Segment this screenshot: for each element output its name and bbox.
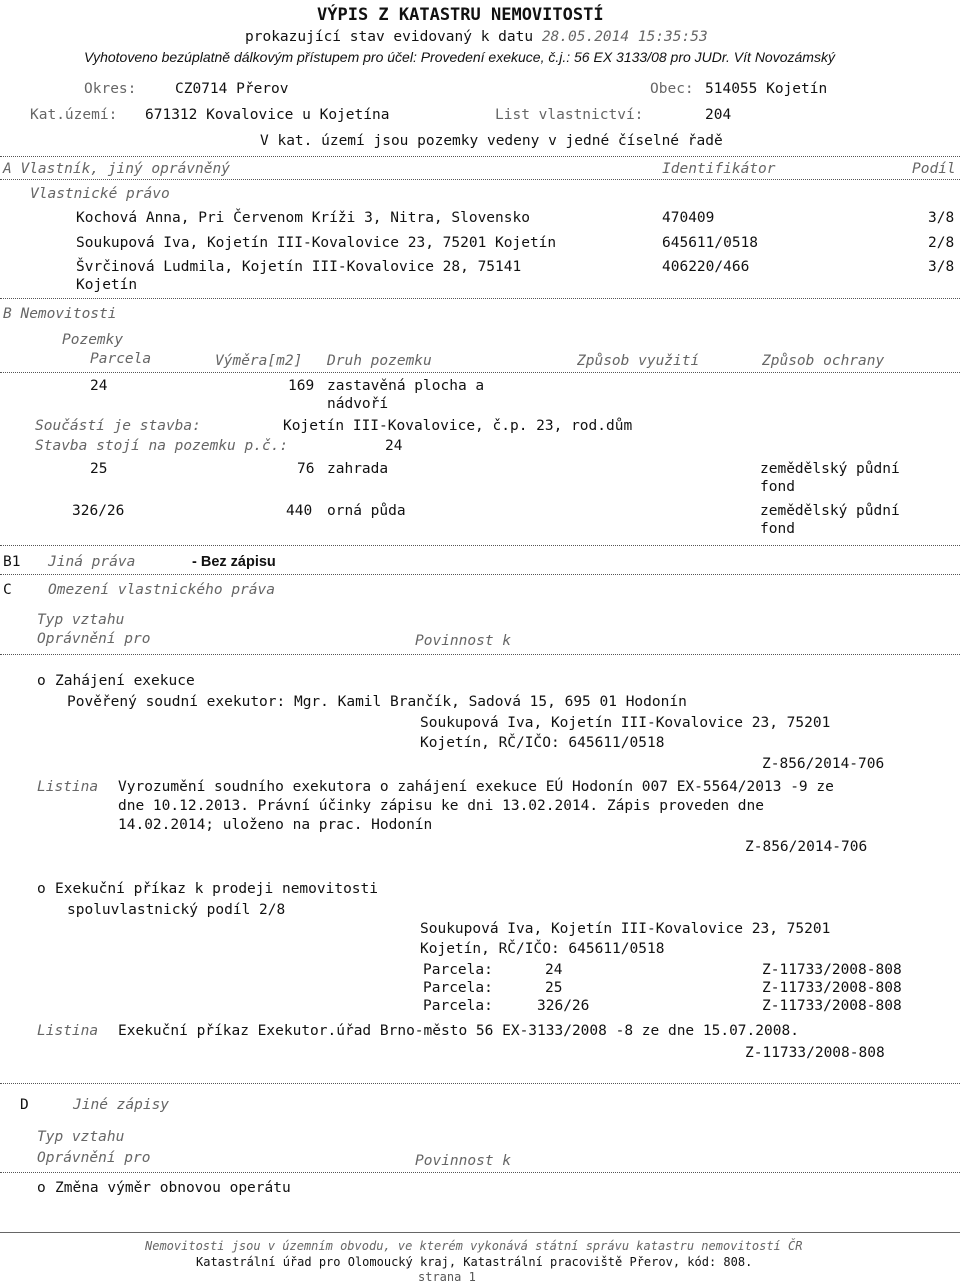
parcel-protection-cont: fond: [760, 479, 795, 495]
owner-name: Švrčinová Ludmila, Kojetín III-Kovalovice 28, 75141: [76, 259, 522, 275]
entry-title-cont: spoluvlastnický podíl 2/8: [67, 902, 286, 918]
divider: [0, 298, 960, 299]
entry-line: Pověřený soudní exekutor: Mgr. Kamil Brančík, Sadová 15, 695 01 Hodonín: [67, 694, 687, 710]
listina-line: dne 10.12.2013. Právní účinky zápisu ke dni 13.02.2014. Zápis proveden dne: [118, 798, 765, 814]
parcel-ref: Z-11733/2008-808: [762, 962, 902, 978]
section-c-heading: Omezení vlastnického práva: [48, 582, 275, 598]
bullet: o: [37, 881, 46, 897]
col-opravneni: Oprávnění pro: [37, 631, 151, 647]
parcel-ref: Z-11733/2008-808: [762, 998, 902, 1014]
owner-id: 470409: [662, 210, 715, 226]
listina-ref: Z-856/2014-706: [745, 839, 868, 855]
col-vymera: Výměra[m2]: [215, 353, 303, 369]
parcel-label: Parcela:: [423, 980, 493, 996]
owner-share: 3/8: [928, 259, 955, 275]
section-b1-code: B1: [3, 554, 21, 570]
bullet: o: [37, 1180, 46, 1196]
col-povinnost: Povinnost k: [415, 1153, 512, 1169]
divider: [0, 545, 960, 546]
section-c-code: C: [3, 582, 12, 598]
parcel-protection: zemědělský půdní: [760, 503, 900, 519]
col-parcela: Parcela: [90, 351, 152, 367]
col-typ-vztahu: Typ vztahu: [37, 612, 125, 628]
divider: [0, 574, 960, 575]
entry-ref: Z-856/2014-706: [762, 756, 885, 772]
section-a-heading: A Vlastník, jiný oprávněný: [3, 161, 230, 177]
entry-line: Kojetín, RČ/IČO: 645611/0518: [420, 941, 665, 957]
parcel-type: zastavěná plocha a: [327, 378, 485, 394]
soucasti-value: Kojetín III-Kovalovice, č.p. 23, rod.dům: [283, 418, 633, 434]
entry-title: Exekuční příkaz k prodeji nemovitosti: [55, 881, 379, 897]
divider: [0, 372, 960, 373]
owner-id: 645611/0518: [662, 235, 759, 251]
divider: [0, 1172, 960, 1173]
okres-value: CZ0714 Přerov: [175, 81, 289, 97]
header-note: V kat. území jsou pozemky vedeny v jedné číselné řadě: [260, 133, 723, 149]
footer-divider: [0, 1232, 960, 1233]
parcel-number: 24: [90, 378, 108, 394]
listina-line: Exekuční příkaz Exekutor.úřad Brno-město 56 EX-3133/2008 -8 ze dne 15.07.2008.: [118, 1023, 799, 1039]
subtitle-prefix: prokazující stav evidovaný k datu: [245, 29, 534, 45]
page-number: strana 1: [418, 1270, 476, 1284]
parcel-value: 326/26: [537, 998, 590, 1014]
parcel-type: zahrada: [327, 461, 389, 477]
col-druh: Druh pozemku: [327, 353, 432, 369]
col-identifikator: Identifikátor: [662, 161, 776, 177]
footer-line: Katastrální úřad pro Olomoucký kraj, Katastrální pracoviště Přerov, kód: 808.: [196, 1255, 753, 1269]
entry-line: Kojetín, RČ/IČO: 645611/0518: [420, 735, 665, 751]
section-d-heading: Jiné zápisy: [73, 1097, 170, 1113]
lv-label: List vlastnictví:: [495, 107, 644, 123]
entry-line: Soukupová Iva, Kojetín III-Kovalovice 23, 75201: [420, 715, 831, 731]
parcel-number: 326/26: [72, 503, 125, 519]
parcel-area: 76: [297, 461, 315, 477]
issued-line: Vyhotoveno bezúplatně dálkovým přístupem pro účel: Provedení exekuce, č.j.: 56 EX 3133/08 pro JUDr. Vít Novozámský: [84, 49, 835, 65]
owner-name: Soukupová Iva, Kojetín III-Kovalovice 23, 75201 Kojetín: [76, 235, 557, 251]
divider: [0, 179, 960, 180]
entry-title: Zahájení exekuce: [55, 673, 195, 689]
katuzemi-value: 671312 Kovalovice u Kojetína: [145, 107, 390, 123]
subtitle-date: 28.05.2014 15:35:53: [541, 29, 708, 45]
col-opravneni: Oprávnění pro: [37, 1150, 151, 1166]
divider: [0, 654, 960, 655]
soucasti-label: Součástí je stavba:: [35, 418, 201, 434]
pozemky-heading: Pozemky: [62, 332, 124, 348]
parcel-protection-cont: fond: [760, 521, 795, 537]
col-povinnost: Povinnost k: [415, 633, 512, 649]
owner-share: 2/8: [928, 235, 955, 251]
col-typ-vztahu: Typ vztahu: [37, 1129, 125, 1145]
section-b1-value: - Bez zápisu: [192, 554, 276, 570]
parcel-value: 24: [545, 962, 563, 978]
listina-ref: Z-11733/2008-808: [745, 1045, 885, 1061]
section-b-heading: B Nemovitosti: [3, 306, 117, 322]
parcel-label: Parcela:: [423, 962, 493, 978]
listina-label: Listina: [37, 779, 99, 795]
obec-label: Obec:: [650, 81, 694, 97]
parcel-value: 25: [545, 980, 563, 996]
parcel-protection: zemědělský půdní: [760, 461, 900, 477]
document-title: VÝPIS Z KATASTRU NEMOVITOSTÍ: [317, 5, 604, 25]
stavba-label: Stavba stojí na pozemku p.č.:: [35, 438, 289, 454]
parcel-type: orná půda: [327, 503, 406, 519]
stavba-value: 24: [385, 438, 403, 454]
owner-name: Kochová Anna, Pri Červenom Kríži 3, Nitra, Slovensko: [76, 210, 530, 226]
divider: [0, 1083, 960, 1084]
katuzemi-label: Kat.území:: [30, 107, 118, 123]
okres-label: Okres:: [84, 81, 137, 97]
section-d-code: D: [20, 1097, 29, 1113]
parcel-number: 25: [90, 461, 108, 477]
col-podil: Podíl: [912, 161, 956, 177]
obec-value: 514055 Kojetín: [705, 81, 828, 97]
divider: [0, 156, 960, 157]
entry-line: Soukupová Iva, Kojetín III-Kovalovice 23, 75201: [420, 921, 831, 937]
col-vyuziti: Způsob využití: [577, 353, 700, 369]
footer-line: Nemovitosti jsou v územním obvodu, ve kterém vykonává státní správu katastru nemovitostí ČR: [145, 1239, 803, 1253]
listina-line: 14.02.2014; uloženo na prac. Hodonín: [118, 817, 433, 833]
owner-id: 406220/466: [662, 259, 750, 275]
bullet: o: [37, 673, 46, 689]
owner-share: 3/8: [928, 210, 955, 226]
parcel-label: Parcela:: [423, 998, 493, 1014]
col-ochrana: Způsob ochrany: [762, 353, 885, 369]
entry-title: Změna výměr obnovou operátu: [55, 1180, 291, 1196]
owner-name-cont: Kojetín: [76, 277, 138, 293]
parcel-ref: Z-11733/2008-808: [762, 980, 902, 996]
section-b1-heading: Jiná práva: [48, 554, 136, 570]
vlastnicke-pravo-heading: Vlastnické právo: [30, 186, 170, 202]
listina-line: Vyrozumění soudního exekutora o zahájení exekuce EÚ Hodonín 007 EX-5564/2013 -9 ze: [118, 779, 834, 795]
subtitle: [245, 28, 708, 46]
listina-label: Listina: [37, 1023, 99, 1039]
parcel-area: 440: [286, 503, 313, 519]
lv-value: 204: [705, 107, 732, 123]
parcel-type-cont: nádvoří: [327, 396, 389, 412]
parcel-area: 169: [288, 378, 315, 394]
